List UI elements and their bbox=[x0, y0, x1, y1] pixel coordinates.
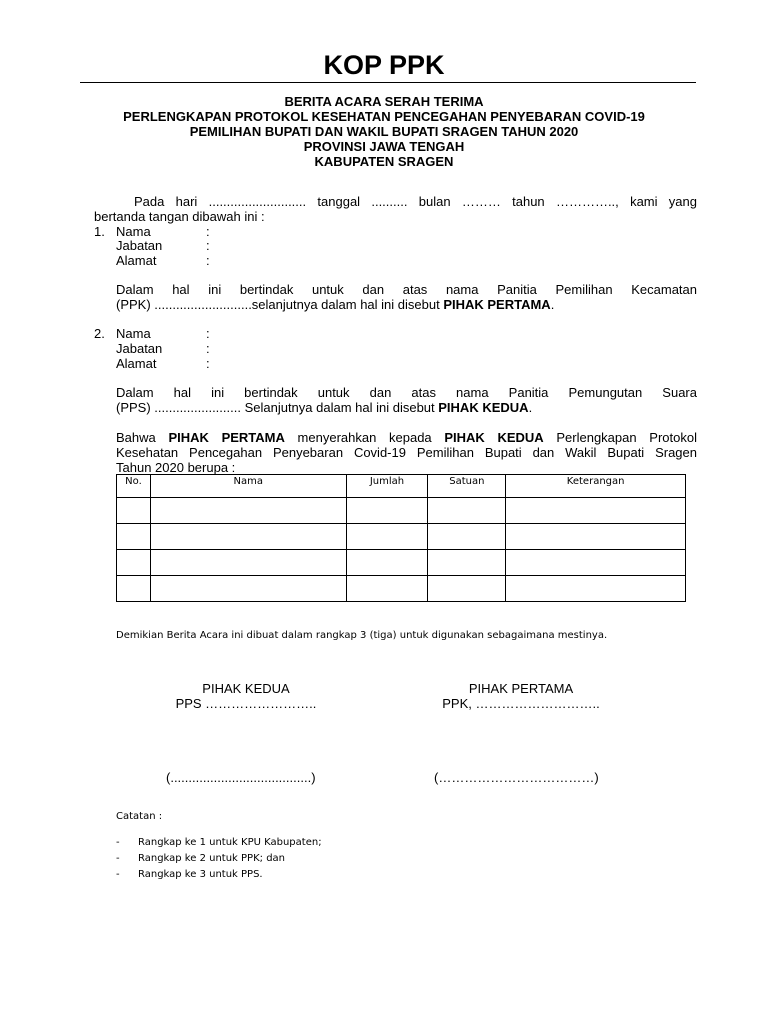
letterhead-divider bbox=[80, 82, 696, 83]
handover-line-2: Kesehatan Pencegahan Penyebaran Covid-19 Pemilihan Bupati dan Wakil Bupati Sragen bbox=[116, 445, 697, 460]
table-cell[interactable] bbox=[117, 576, 151, 602]
heading-line-1: BERITA ACARA SERAH TERIMA bbox=[284, 94, 484, 109]
table-header-row bbox=[117, 475, 686, 498]
table-cell[interactable] bbox=[428, 498, 506, 524]
party1-name-colon: : bbox=[206, 224, 210, 239]
column-header-no: No. bbox=[117, 475, 151, 498]
table-cell[interactable] bbox=[428, 576, 506, 602]
party2-desc-text: (PPS) ........................ Selanjutnya dalam hal ini disebut bbox=[116, 400, 439, 415]
table-cell[interactable] bbox=[346, 524, 428, 550]
items-table bbox=[116, 474, 686, 602]
party1-role: PIHAK PERTAMA bbox=[443, 297, 551, 312]
party1-position-colon: : bbox=[206, 238, 210, 253]
handover-party-second: PIHAK KEDUA bbox=[444, 430, 544, 445]
table-cell[interactable] bbox=[150, 498, 346, 524]
note-bullet: - bbox=[116, 853, 120, 864]
signature-right-title: PIHAK PERTAMA bbox=[468, 681, 574, 696]
party1-name-label: Nama bbox=[116, 224, 151, 239]
table-cell[interactable] bbox=[150, 550, 346, 576]
party2-address-label: Alamat bbox=[116, 356, 157, 371]
party1-desc-line-1: Dalam hal ini bertindak untuk dan atas nama Panitia Pemilihan Kecamatan bbox=[116, 282, 697, 297]
table-row bbox=[117, 550, 686, 576]
table-cell[interactable] bbox=[117, 550, 151, 576]
party1-desc-text: (PPK) ...........................selanjutnya dalam hal ini disebut bbox=[116, 297, 444, 312]
party2-desc-line-2 bbox=[116, 400, 532, 415]
column-header-jumlah: Jumlah bbox=[346, 475, 428, 498]
table-cell[interactable] bbox=[506, 550, 686, 576]
party1-desc-line-2 bbox=[116, 297, 554, 312]
letterhead-title: KOP PPK bbox=[323, 50, 445, 80]
heading-line-4: PROVINSI JAWA TENGAH bbox=[303, 139, 465, 154]
table-cell[interactable] bbox=[150, 524, 346, 550]
handover-line-3: Tahun 2020 berupa : bbox=[116, 460, 236, 475]
signature-right-name: (………………………………) bbox=[434, 770, 599, 785]
party1-address-label: Alamat bbox=[116, 253, 157, 268]
table-cell[interactable] bbox=[117, 524, 151, 550]
table-cell[interactable] bbox=[346, 550, 428, 576]
notes-title: Catatan : bbox=[116, 811, 163, 822]
table-cell[interactable] bbox=[428, 550, 506, 576]
signature-left-sub: PPS …………………….. bbox=[175, 696, 317, 711]
party2-desc-period: . bbox=[528, 400, 533, 415]
table-cell[interactable] bbox=[506, 498, 686, 524]
column-header-satuan: Satuan bbox=[428, 475, 506, 498]
party2-role: PIHAK KEDUA bbox=[438, 400, 529, 415]
table-row bbox=[117, 576, 686, 602]
intro-line-2: bertanda tangan dibawah ini : bbox=[94, 209, 265, 224]
table-cell[interactable] bbox=[346, 576, 428, 602]
table-cell[interactable] bbox=[150, 576, 346, 602]
document-heading bbox=[0, 94, 768, 169]
party2-name-colon: : bbox=[206, 326, 210, 341]
party2-position-colon: : bbox=[206, 341, 210, 356]
party2-number: 2. bbox=[94, 326, 105, 341]
table-cell[interactable] bbox=[346, 498, 428, 524]
table-row bbox=[117, 498, 686, 524]
table-cell[interactable] bbox=[117, 498, 151, 524]
note-bullet: - bbox=[116, 869, 120, 880]
handover-text-e: Perlengkapan Protokol bbox=[543, 430, 697, 445]
heading-line-5: KABUPATEN SRAGEN bbox=[314, 154, 454, 169]
party2-address-colon: : bbox=[206, 356, 210, 371]
closing-statement: Demikian Berita Acara ini dibuat dalam rangkap 3 (tiga) untuk digunakan sebagaimana mestinya. bbox=[116, 630, 608, 641]
column-header-keterangan: Keterangan bbox=[506, 475, 686, 498]
heading-line-3: PEMILIHAN BUPATI DAN WAKIL BUPATI SRAGEN TAHUN 2020 bbox=[189, 124, 579, 139]
signature-right-sub: PPK, ……………………….. bbox=[442, 696, 600, 711]
handover-text-a: Bahwa bbox=[116, 430, 169, 445]
note-item-2: Rangkap ke 2 untuk PPK; dan bbox=[138, 853, 286, 864]
handover-line-1 bbox=[116, 430, 697, 445]
party1-position-label: Jabatan bbox=[116, 238, 163, 253]
handover-party-first: PIHAK PERTAMA bbox=[168, 430, 285, 445]
note-item-3: Rangkap ke 3 untuk PPS. bbox=[138, 869, 263, 880]
handover-text-c: menyerahkan kepada bbox=[284, 430, 445, 445]
party1-desc-period: . bbox=[550, 297, 555, 312]
column-header-nama: Nama bbox=[150, 475, 346, 498]
table-cell[interactable] bbox=[428, 524, 506, 550]
party2-position-label: Jabatan bbox=[116, 341, 163, 356]
intro-line-1: Pada hari ........................... tanggal .......... bulan ……… tahun ………….., kami yang bbox=[134, 194, 697, 209]
table-cell[interactable] bbox=[506, 576, 686, 602]
table-row bbox=[117, 524, 686, 550]
signature-left-name: (.......................................) bbox=[166, 770, 316, 785]
note-bullet: - bbox=[116, 837, 120, 848]
party1-address-colon: : bbox=[206, 253, 210, 268]
note-item-1: Rangkap ke 1 untuk KPU Kabupaten; bbox=[138, 837, 322, 848]
signature-left-title: PIHAK KEDUA bbox=[202, 681, 290, 696]
table-cell[interactable] bbox=[506, 524, 686, 550]
heading-line-2: PERLENGKAPAN PROTOKOL KESEHATAN PENCEGAHAN PENYEBARAN COVID-19 bbox=[123, 109, 645, 124]
party2-desc-line-1: Dalam hal ini bertindak untuk dan atas nama Panitia Pemungutan Suara bbox=[116, 385, 697, 400]
party1-number: 1. bbox=[94, 224, 105, 239]
party2-name-label: Nama bbox=[116, 326, 151, 341]
